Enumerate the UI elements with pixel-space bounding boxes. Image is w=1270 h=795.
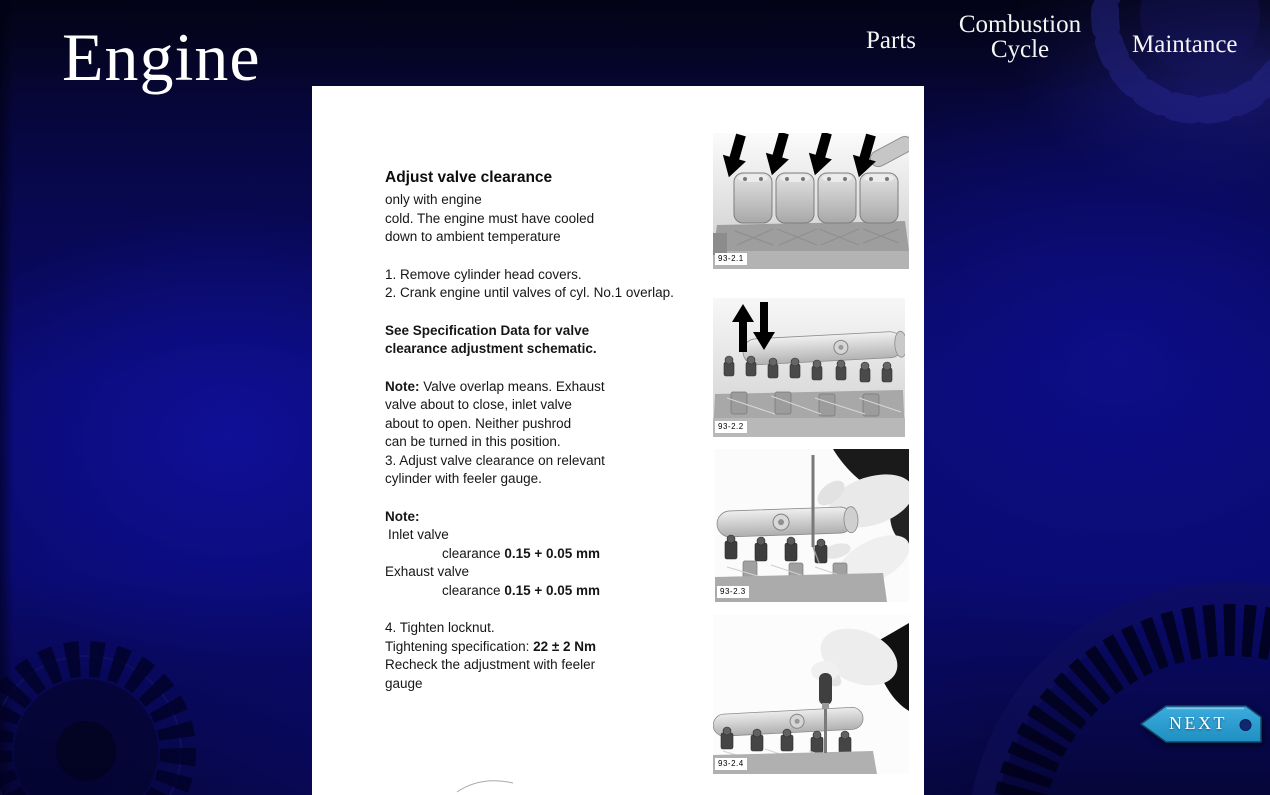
partial-sketch-line	[455, 778, 519, 794]
instruction-text-column	[385, 168, 700, 693]
page-title: Engine	[62, 19, 261, 95]
specification-reference: See Specification Data for valve clearance adjustment schematic.	[385, 322, 597, 356]
note-clearance-values: Note: Inlet valve clearance 0.15 + 0.05 mm Exhaust valve clearance 0.15 + 0.05 mm	[385, 508, 601, 598]
section-heading: Adjust valve clearance	[385, 169, 553, 186]
banner-hole-icon	[1240, 720, 1251, 731]
figure-cylinder-head-covers	[713, 133, 909, 269]
manual-page-panel	[312, 86, 924, 795]
figure-tighten-locknut	[713, 615, 909, 774]
next-button-label: NEXT	[1169, 713, 1227, 733]
next-button[interactable]	[1138, 702, 1264, 746]
nav-label-line1: Combustion	[958, 11, 1082, 38]
nav-item-parts[interactable]: Parts	[866, 27, 916, 54]
note-valve-overlap: Note: Valve overlap means. Exhaust valve about to close, inlet valve about to open. Neither pushrod can be turned in this position. 3. Adjust valve clearance on relevant cylinder with feeler gauge.	[385, 378, 605, 486]
figure-valve-overlap	[713, 298, 905, 437]
figure-label: 93-2.1	[715, 253, 747, 265]
nav-label-line2: Cycle	[990, 36, 1050, 63]
figure-label: 93-2.2	[715, 421, 747, 433]
steps-1-2-paragraph: 1. Remove cylinder head covers. 2. Crank engine until valves of cyl. No.1 overlap.	[385, 266, 674, 300]
gear-texture-bottom-left	[0, 601, 246, 795]
figure-label: 93-2.4	[715, 758, 747, 770]
screwdriver-shaft	[812, 455, 815, 547]
gear-texture-bottom-right	[930, 555, 1270, 795]
nav-item-combustion-cycle[interactable]	[938, 12, 1102, 62]
step-4-paragraph: 4. Tighten locknut. Tightening specification: 22 ± 2 Nm Recheck the adjustment with feeler gauge	[385, 620, 597, 691]
figure-feeler-gauge-adjustment	[715, 449, 909, 602]
figure-label: 93-2.3	[717, 586, 749, 598]
intro-paragraph: only with engine cold. The engine must have cooled down to ambient temperature	[385, 192, 595, 244]
nav-item-maintance[interactable]: Maintance	[1132, 31, 1238, 58]
